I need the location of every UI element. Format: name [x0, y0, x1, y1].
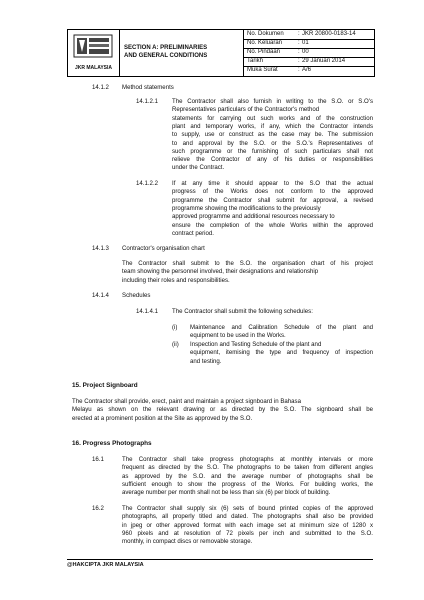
paragraph-line: Melayu as shown on the relevant drawing or as directed by the S.O. The signboard shall be: [72, 406, 373, 414]
list-marker: (ii): [172, 341, 179, 348]
info-value: 00: [302, 49, 309, 55]
info-value: A/6: [302, 67, 312, 73]
paragraph-line: The Contractor shall also furnish in writing to the S.O. or S.O's: [172, 98, 373, 105]
info-row: Muka Surat : A/6: [247, 67, 312, 73]
paragraph-line: average number per month shall not be less than six (6) per block of building.: [122, 489, 331, 497]
paragraph-line: The Contractor shall supply six (6) sets of bound printed copies of the approved: [122, 505, 373, 512]
clause-number: 16.2: [92, 505, 104, 512]
info-key: No. Dokumen: [247, 31, 284, 37]
info-key: No. Pindaan: [247, 49, 281, 55]
paragraph-line: If at any time it should appear to the S.O that the actual: [172, 180, 373, 187]
paragraph-line: to supply, use or construct as the case may be. The submission: [172, 131, 373, 139]
info-row: No. Keluaran : 01: [244, 39, 374, 49]
jkr-logo-icon: [72, 34, 114, 60]
info-key: Muka Surat: [247, 67, 278, 73]
paragraph-line: contract period.: [172, 229, 215, 237]
paragraph-line: erected at a prominent position at the Site as approved by the S.O.: [72, 414, 253, 422]
paragraph-line: to and approval by the S.O. or the S.O.'s Representatives of: [172, 139, 373, 147]
logo-caption: JKR MALAYSIA: [74, 65, 113, 71]
paragraph-line: The Contractor shall submit to the S.O. the organisation chart of his project: [122, 260, 373, 267]
paragraph-line: plant and temporary works, if any, which the Contractor intends: [172, 122, 373, 130]
info-value: JKR 20800-0183-14: [302, 31, 356, 37]
info-value: 01: [302, 40, 309, 46]
document-info: [244, 30, 374, 76]
section-heading: 16. Progress Photographs: [72, 440, 152, 447]
paragraph-line: under the Contract.: [172, 164, 225, 172]
list-marker: (i): [172, 324, 178, 331]
paragraph-line: team showing the personnel involved, their designations and relationship: [122, 268, 319, 276]
paragraph-line: photographs, all properly titled and dated. The photographs shall also be provided: [122, 513, 373, 521]
section-title-line: SECTION A: PRELIMINARIES: [124, 45, 208, 51]
info-key: No. Keluaran: [247, 40, 283, 46]
info-row: No. Dokumen : JKR 20800-0183-14: [244, 30, 374, 40]
list-item-line: Maintenance and Calibration Schedule of the plant and: [190, 324, 373, 331]
clause-number: 14.1.3: [92, 245, 109, 252]
list-item-line: equipment to be used in the Works.: [190, 332, 286, 340]
paragraph-line: frequent as directed by the S.O. The photographs to be taken from different angles: [122, 464, 373, 472]
clause-number: 16.1: [92, 456, 104, 463]
section-title: [124, 44, 207, 60]
clause-number: 14.1.2.1: [136, 98, 159, 105]
info-row: No. Pindaan : 00: [244, 48, 374, 58]
paragraph-line: monthly, in compact discs or removable storage.: [122, 538, 253, 546]
clause-number: 14.1.2.2: [136, 180, 159, 187]
section-heading: 15. Project Signboard: [72, 382, 138, 389]
clause-number: 14.1.2: [92, 84, 109, 91]
list-item-line: Inspection and Testing Schedule of the plant and: [190, 341, 322, 348]
clause-title: Schedules: [122, 292, 151, 299]
paragraph-line: programme the Contractor shall submit for approval, a revised: [172, 196, 373, 204]
paragraph-line: ensure the completion of the whole Works within the approved: [172, 221, 373, 229]
paragraph-line: 960 pixels and at resolution of 72 pixels per inch and submitted to the S.O.: [122, 529, 373, 537]
clause-title: Method statements: [122, 84, 174, 91]
paragraph-line: The Contractor shall take progress photographs at monthly intervals or more: [122, 456, 373, 463]
paragraph-line: statements for carrying out such works and of the construction: [172, 114, 373, 122]
paragraph-line: progress of the Works does not conform to the approved: [172, 188, 373, 196]
paragraph-line: relieve the Contractor of any of his duties or responsibilities: [172, 156, 373, 164]
paragraph-line: such programme or the furnishing of such particulars shall not: [172, 147, 373, 155]
paragraph-line: Representatives particulars of the Contractor's method: [172, 106, 320, 114]
document-header: [67, 29, 375, 77]
footer-copyright: @HAKCIPTA JKR MALAYSIA: [67, 562, 144, 568]
logo-cell: [68, 30, 120, 76]
clause-title: Contractor's organisation chart: [122, 245, 205, 252]
paragraph-line: in jpeg or other approved format with each image set at minimum size of 1280 x: [122, 521, 373, 529]
info-row: Tarikh : 29 Januari 2014: [244, 57, 374, 67]
paragraph-line: The Contractor shall provide, erect, paint and maintain a project signboard in Bahasa: [72, 398, 301, 405]
paragraph-line: including their roles and responsibilities.: [122, 276, 230, 284]
list-item-line: equipment, itemising the type and frequency of inspection: [190, 349, 373, 357]
section-cell: [120, 30, 244, 76]
paragraph-line: as approved by the S.O. and the average number of photographs shall be: [122, 472, 373, 480]
footer-divider: [67, 559, 373, 560]
clause-number: 14.1.4: [92, 292, 109, 299]
clause-number: 14.1.4.1: [136, 308, 159, 315]
list-item-line: and testing.: [190, 357, 222, 365]
info-key: Tarikh: [247, 58, 264, 64]
paragraph-line: The Contractor shall submit the following schedules:: [172, 308, 313, 315]
section-title-line: AND GENERAL CONDITIONS: [124, 53, 208, 59]
paragraph-line: programme showing the modifications to the previously: [172, 204, 321, 212]
info-value: 29 Januari 2014: [302, 58, 346, 64]
paragraph-line: approved programme and additional resources necessary to: [172, 213, 335, 221]
paragraph-line: sufficient enough to show the progress of the Works. For building works, the: [122, 480, 373, 488]
